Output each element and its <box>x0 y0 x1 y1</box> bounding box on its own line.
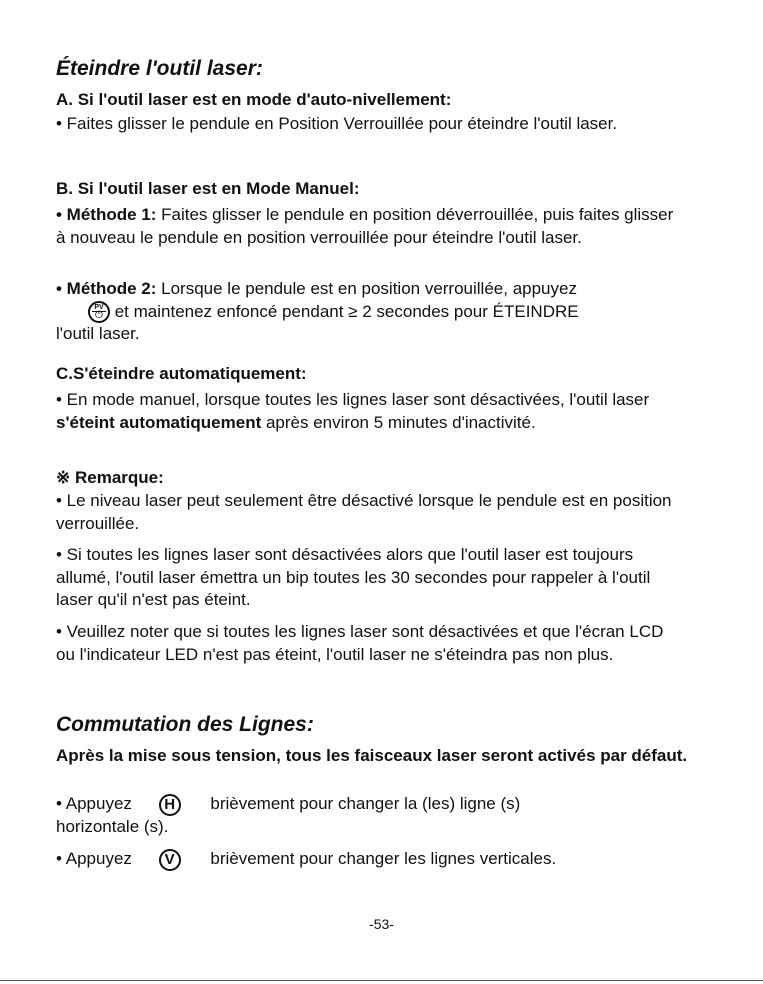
v-button-icon: V <box>159 849 181 871</box>
section-title-turn-off: Éteindre l'outil laser: <box>56 57 263 80</box>
remark-paragraph-1: • Le niveau laser peut seulement être désactivé lorsque le pendule est en position verrouillée. <box>56 491 672 533</box>
page-number: -53- <box>369 916 394 932</box>
section-title-line-switching: Commutation des Lignes: <box>56 713 314 736</box>
horizontal-line-instruction <box>56 793 716 838</box>
remark-paragraph-2: • Si toutes les lignes laser sont désactivées alors que l'outil laser est toujours allumé, l'outil laser émettra un bip toutes les 30 secondes pour rappeler à l'outil laser qu'il n'est pas éteint. <box>56 545 651 609</box>
v-instruction-text: brièvement pour changer les lignes verticales. <box>210 849 557 868</box>
h-button-icon: H <box>159 794 181 816</box>
v-press-text: • Appuyez <box>56 849 132 868</box>
section-c-bold-text: s'éteint automatiquement <box>56 412 262 432</box>
h-instruction-text-2: horizontale (s). <box>56 816 169 836</box>
section-c-text-b: après environ 5 minutes d'inactivité. <box>261 412 536 432</box>
h-instruction-text: brièvement pour changer la (les) ligne (s) <box>210 794 521 813</box>
method-2-text-b: et maintenez enfoncé pendant ≥ 2 secondes pour ÉTEINDRE <box>110 301 579 321</box>
remark-paragraph-3: • Veuillez noter que si toutes les lignes laser sont désactivées et que l'écran LCD ou l'indicateur LED n'est pas éteint, l'outil laser ne s'éteindra pas non plus. <box>56 622 664 664</box>
section-b-heading: B. Si l'outil laser est en Mode Manuel: <box>56 179 360 198</box>
bottom-divider <box>0 980 763 981</box>
h-press-text: • Appuyez <box>56 794 132 813</box>
method-1-paragraph <box>56 204 681 249</box>
section-c-paragraph <box>56 389 666 434</box>
line-switching-intro: Après la mise sous tension, tous les faisceaux laser seront activés par défaut. <box>56 746 688 765</box>
section-a-heading: A. Si l'outil laser est en mode d'auto-nivellement: <box>56 90 452 109</box>
method-1-label: • Méthode 1: <box>56 205 157 224</box>
section-c-heading: C.S'éteindre automatiquement: <box>56 364 307 383</box>
remark-heading: ※ Remarque: <box>56 468 164 487</box>
method-2-text-a: Lorsque le pendule est en position verrouillée, appuyez <box>156 279 577 298</box>
method-2-label: • Méthode 2: <box>56 279 157 298</box>
method-2-text-c: l'outil laser. <box>56 324 140 344</box>
pv-power-button-icon: PV ⏻ <box>88 301 110 323</box>
vertical-line-instruction <box>56 848 716 871</box>
method-2-paragraph <box>56 278 681 346</box>
section-c-text-a: • En mode manuel, lorsque toutes les lignes laser sont désactivées, l'outil laser <box>56 390 650 409</box>
section-a-text: • Faites glisser le pendule en Position Verrouillée pour éteindre l'outil laser. <box>56 114 618 133</box>
method-1-text: Faites glisser le pendule en position déverrouillée, puis faites glisser à nouveau le pendule en position verrouillée pour éteindre l'outil laser. <box>56 205 674 247</box>
